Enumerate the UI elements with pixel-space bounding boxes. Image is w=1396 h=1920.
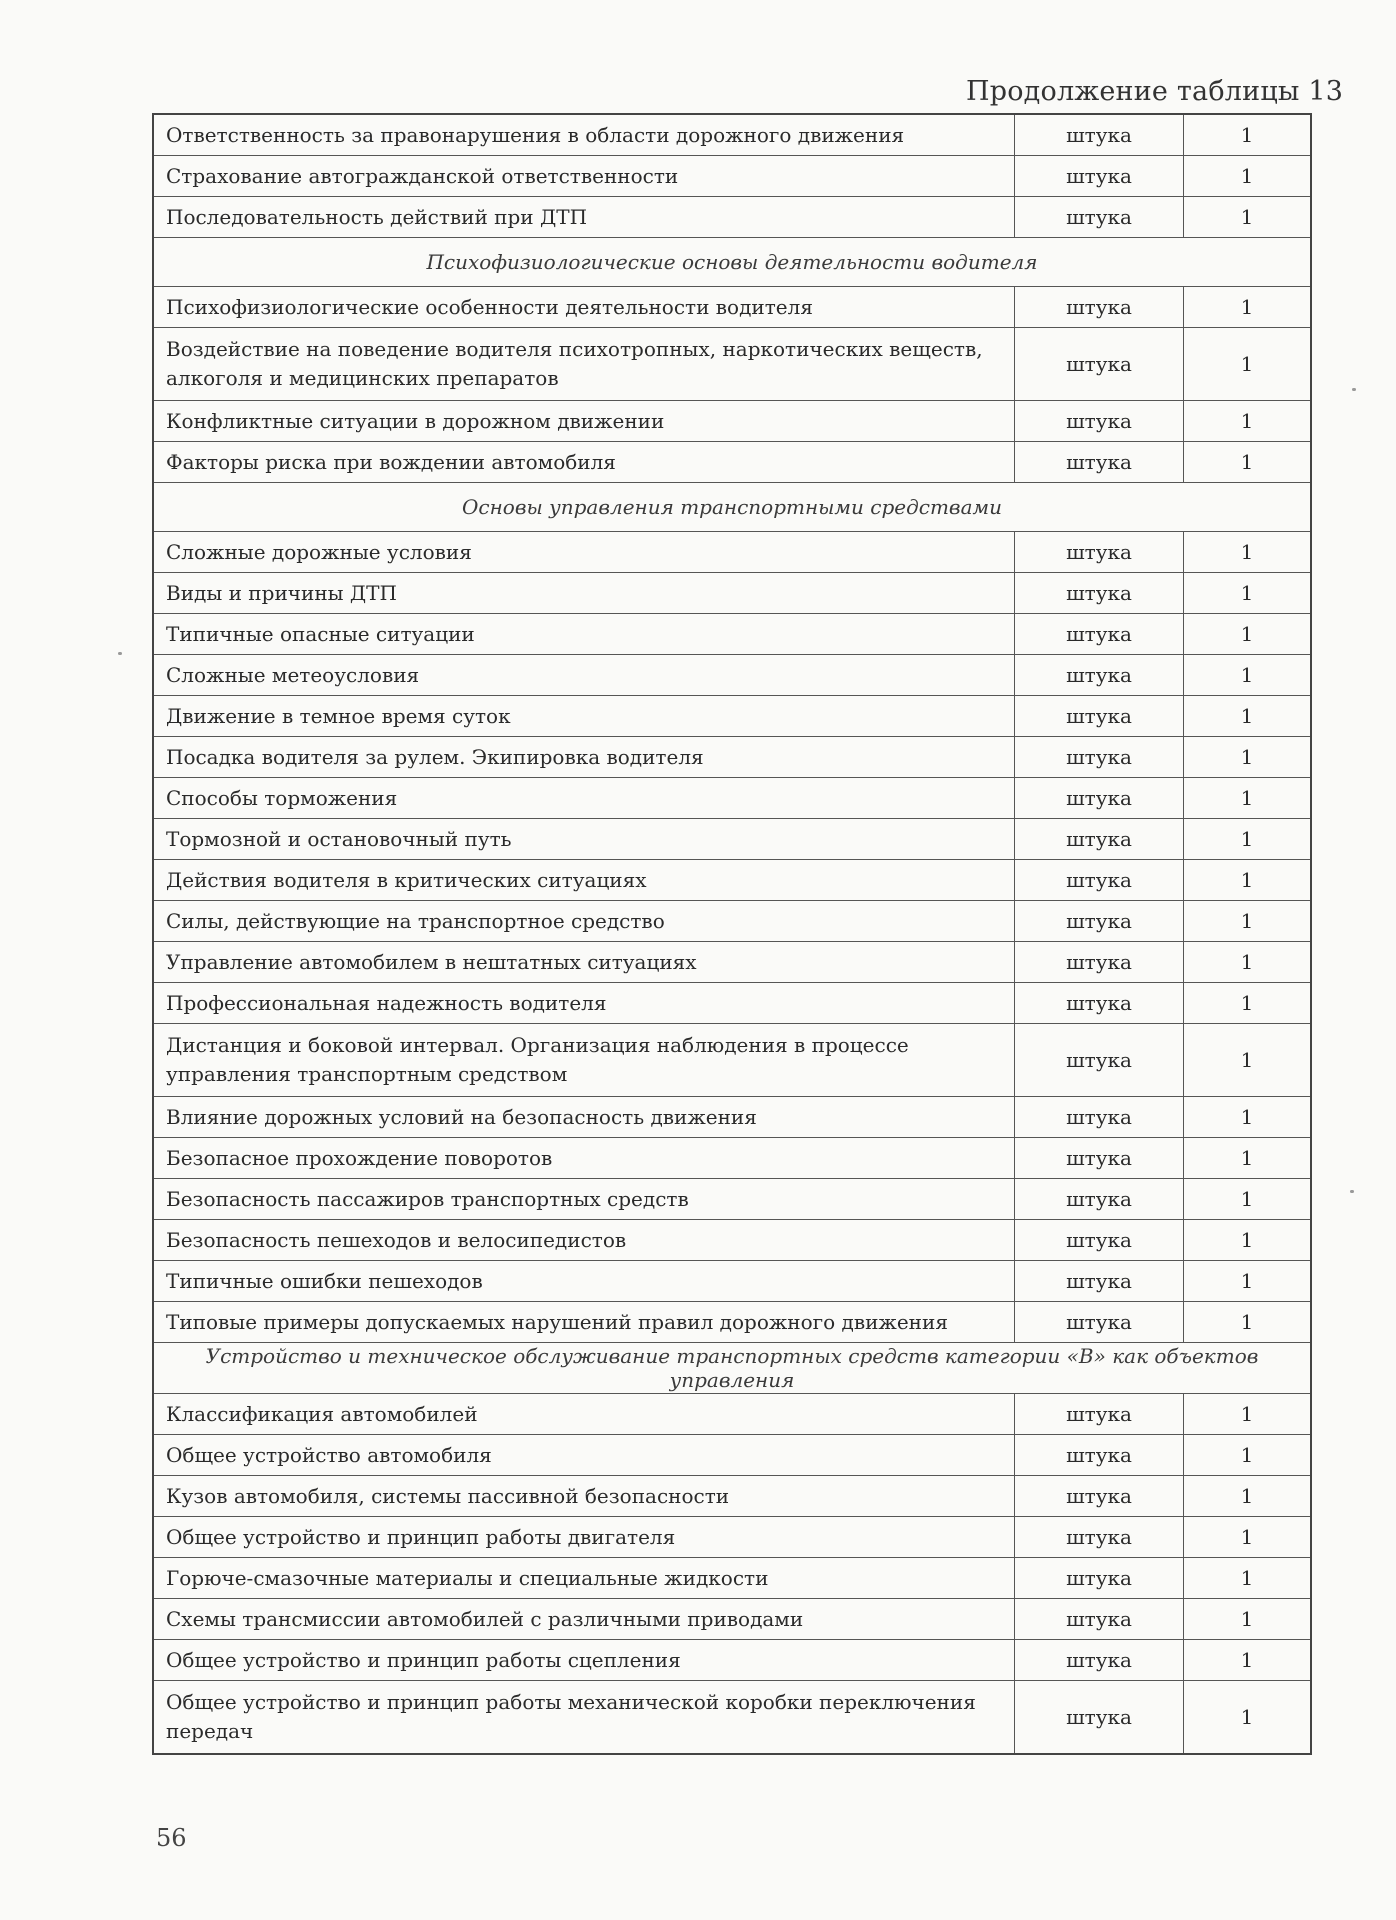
table-row xyxy=(153,1681,1311,1755)
item-unit: штука xyxy=(1015,1097,1184,1138)
item-unit: штука xyxy=(1015,696,1184,737)
item-quantity: 1 xyxy=(1184,532,1312,573)
scan-speck xyxy=(118,652,122,655)
table-body xyxy=(153,114,1311,1754)
section-header-row xyxy=(153,483,1311,532)
item-name: Сложные дорожные условия xyxy=(153,532,1015,573)
table-row xyxy=(153,328,1311,401)
table-row xyxy=(153,401,1311,442)
item-unit: штука xyxy=(1015,573,1184,614)
item-name: Схемы трансмиссии автомобилей с различными приводами xyxy=(153,1599,1015,1640)
item-unit: штука xyxy=(1015,328,1184,401)
item-unit: штука xyxy=(1015,1302,1184,1343)
item-unit: штука xyxy=(1015,197,1184,238)
item-name: Общее устройство автомобиля xyxy=(153,1435,1015,1476)
item-quantity: 1 xyxy=(1184,1435,1312,1476)
scan-speck xyxy=(1350,1190,1354,1193)
scan-speck xyxy=(1352,388,1356,391)
item-quantity: 1 xyxy=(1184,1476,1312,1517)
item-name: Общее устройство и принцип работы сцепления xyxy=(153,1640,1015,1681)
item-name: Движение в темное время суток xyxy=(153,696,1015,737)
table-row xyxy=(153,1435,1311,1476)
table-row xyxy=(153,573,1311,614)
item-quantity: 1 xyxy=(1184,1681,1312,1755)
item-quantity: 1 xyxy=(1184,614,1312,655)
table-row xyxy=(153,1097,1311,1138)
item-quantity: 1 xyxy=(1184,983,1312,1024)
item-unit: штука xyxy=(1015,942,1184,983)
item-quantity: 1 xyxy=(1184,401,1312,442)
item-name: Посадка водителя за рулем. Экипировка водителя xyxy=(153,737,1015,778)
item-name: Безопасность пешеходов и велосипедистов xyxy=(153,1220,1015,1261)
table-row xyxy=(153,1179,1311,1220)
item-name: Кузов автомобиля, системы пассивной безопасности xyxy=(153,1476,1015,1517)
item-quantity: 1 xyxy=(1184,1599,1312,1640)
item-quantity: 1 xyxy=(1184,1097,1312,1138)
item-unit: штука xyxy=(1015,287,1184,328)
item-unit: штука xyxy=(1015,614,1184,655)
item-unit: штука xyxy=(1015,1394,1184,1435)
item-unit: штука xyxy=(1015,1558,1184,1599)
section-title: Психофизиологические основы деятельности водителя xyxy=(153,238,1311,287)
item-unit: штука xyxy=(1015,737,1184,778)
item-name: Горюче-смазочные материалы и специальные жидкости xyxy=(153,1558,1015,1599)
item-name: Профессиональная надежность водителя xyxy=(153,983,1015,1024)
item-quantity: 1 xyxy=(1184,1517,1312,1558)
table-row xyxy=(153,1138,1311,1179)
item-name: Виды и причины ДТП xyxy=(153,573,1015,614)
item-unit: штука xyxy=(1015,655,1184,696)
item-quantity: 1 xyxy=(1184,860,1312,901)
item-unit: штука xyxy=(1015,1599,1184,1640)
item-quantity: 1 xyxy=(1184,197,1312,238)
item-unit: штука xyxy=(1015,156,1184,197)
section-header-row xyxy=(153,1343,1311,1394)
item-name: Ответственность за правонарушения в области дорожного движения xyxy=(153,114,1015,156)
item-name: Воздействие на поведение водителя психотропных, наркотических веществ, алкоголя и медицинских препаратов xyxy=(153,328,1015,401)
item-unit: штука xyxy=(1015,819,1184,860)
item-quantity: 1 xyxy=(1184,1394,1312,1435)
item-quantity: 1 xyxy=(1184,442,1312,483)
table-row xyxy=(153,1476,1311,1517)
item-name: Факторы риска при вождении автомобиля xyxy=(153,442,1015,483)
item-quantity: 1 xyxy=(1184,1220,1312,1261)
item-name: Страхование автогражданской ответственности xyxy=(153,156,1015,197)
table-row xyxy=(153,614,1311,655)
table-row xyxy=(153,287,1311,328)
table-row xyxy=(153,1220,1311,1261)
item-unit: штука xyxy=(1015,983,1184,1024)
item-quantity: 1 xyxy=(1184,778,1312,819)
table-row xyxy=(153,1558,1311,1599)
table-row xyxy=(153,156,1311,197)
item-unit: штука xyxy=(1015,1640,1184,1681)
table-row xyxy=(153,860,1311,901)
item-unit: штука xyxy=(1015,778,1184,819)
item-name: Психофизиологические особенности деятельности водителя xyxy=(153,287,1015,328)
item-unit: штука xyxy=(1015,442,1184,483)
table-row xyxy=(153,114,1311,156)
item-name: Последовательность действий при ДТП xyxy=(153,197,1015,238)
item-unit: штука xyxy=(1015,1517,1184,1558)
item-name: Безопасное прохождение поворотов xyxy=(153,1138,1015,1179)
table-row xyxy=(153,1517,1311,1558)
item-unit: штука xyxy=(1015,114,1184,156)
item-unit: штука xyxy=(1015,1435,1184,1476)
item-unit: штука xyxy=(1015,1476,1184,1517)
table-row xyxy=(153,737,1311,778)
table-caption: Продолжение таблицы 13 xyxy=(966,76,1344,107)
item-unit: штука xyxy=(1015,1681,1184,1755)
table-row xyxy=(153,1394,1311,1435)
table-row xyxy=(153,778,1311,819)
item-quantity: 1 xyxy=(1184,573,1312,614)
item-quantity: 1 xyxy=(1184,1558,1312,1599)
section-title: Основы управления транспортными средствами xyxy=(153,483,1311,532)
item-name: Управление автомобилем в нештатных ситуациях xyxy=(153,942,1015,983)
item-quantity: 1 xyxy=(1184,1302,1312,1343)
table-row xyxy=(153,1302,1311,1343)
item-unit: штука xyxy=(1015,401,1184,442)
item-unit: штука xyxy=(1015,1138,1184,1179)
item-name: Безопасность пассажиров транспортных средств xyxy=(153,1179,1015,1220)
table-row xyxy=(153,197,1311,238)
table-row xyxy=(153,1640,1311,1681)
item-name: Дистанция и боковой интервал. Организация наблюдения в процессе управления транспортным средством xyxy=(153,1024,1015,1097)
equipment-table xyxy=(152,113,1312,1755)
table-row xyxy=(153,901,1311,942)
item-name: Сложные метеоусловия xyxy=(153,655,1015,696)
item-name: Типичные опасные ситуации xyxy=(153,614,1015,655)
item-quantity: 1 xyxy=(1184,1179,1312,1220)
item-quantity: 1 xyxy=(1184,1024,1312,1097)
item-quantity: 1 xyxy=(1184,328,1312,401)
section-header-row xyxy=(153,238,1311,287)
item-unit: штука xyxy=(1015,1024,1184,1097)
item-quantity: 1 xyxy=(1184,1640,1312,1681)
item-name: Способы торможения xyxy=(153,778,1015,819)
table-row xyxy=(153,983,1311,1024)
table-row xyxy=(153,1024,1311,1097)
item-quantity: 1 xyxy=(1184,655,1312,696)
item-quantity: 1 xyxy=(1184,942,1312,983)
item-name: Конфликтные ситуации в дорожном движении xyxy=(153,401,1015,442)
item-unit: штука xyxy=(1015,860,1184,901)
item-name: Общее устройство и принцип работы механической коробки переключения передач xyxy=(153,1681,1015,1755)
table-row xyxy=(153,442,1311,483)
item-quantity: 1 xyxy=(1184,114,1312,156)
table-row xyxy=(153,942,1311,983)
item-name: Классификация автомобилей xyxy=(153,1394,1015,1435)
item-quantity: 1 xyxy=(1184,156,1312,197)
item-quantity: 1 xyxy=(1184,819,1312,860)
table-row xyxy=(153,1599,1311,1640)
item-name: Типичные ошибки пешеходов xyxy=(153,1261,1015,1302)
item-unit: штука xyxy=(1015,901,1184,942)
item-unit: штука xyxy=(1015,532,1184,573)
item-quantity: 1 xyxy=(1184,737,1312,778)
item-name: Силы, действующие на транспортное средство xyxy=(153,901,1015,942)
item-quantity: 1 xyxy=(1184,287,1312,328)
item-name: Влияние дорожных условий на безопасность движения xyxy=(153,1097,1015,1138)
table-row xyxy=(153,655,1311,696)
item-name: Действия водителя в критических ситуациях xyxy=(153,860,1015,901)
item-name: Типовые примеры допускаемых нарушений правил дорожного движения xyxy=(153,1302,1015,1343)
table-row xyxy=(153,696,1311,737)
item-quantity: 1 xyxy=(1184,1261,1312,1302)
table-row xyxy=(153,819,1311,860)
item-quantity: 1 xyxy=(1184,696,1312,737)
item-unit: штука xyxy=(1015,1220,1184,1261)
page-number: 56 xyxy=(156,1824,187,1852)
table-row xyxy=(153,532,1311,573)
item-quantity: 1 xyxy=(1184,901,1312,942)
item-name: Тормозной и остановочный путь xyxy=(153,819,1015,860)
item-name: Общее устройство и принцип работы двигателя xyxy=(153,1517,1015,1558)
item-quantity: 1 xyxy=(1184,1138,1312,1179)
section-title: Устройство и техническое обслуживание транспортных средств категории «В» как объектов управления xyxy=(153,1343,1311,1394)
item-unit: штука xyxy=(1015,1179,1184,1220)
item-unit: штука xyxy=(1015,1261,1184,1302)
table-row xyxy=(153,1261,1311,1302)
